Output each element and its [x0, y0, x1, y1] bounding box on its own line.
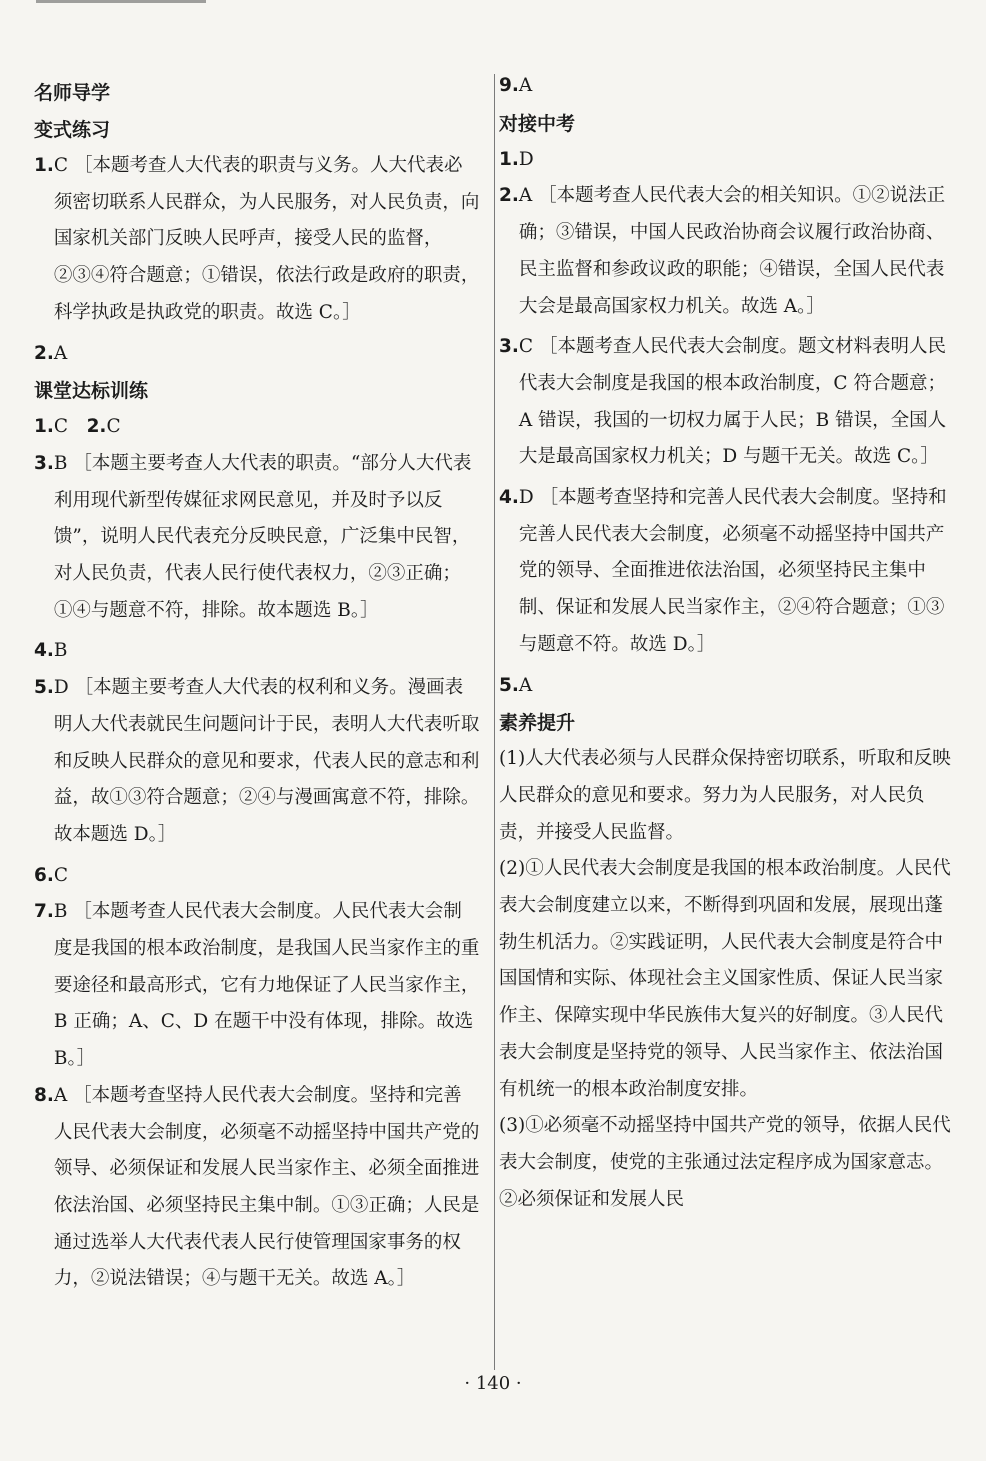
answer-number: 1.	[34, 155, 54, 176]
answer-text: D ［本题主要考查人大代表的权利和义务。漫画表明人大代表就民生问题问计于民，表明人大代表听取和反映人民群众的意见和要求，代表人民的意志和利益，故①③符合题意；②④与漫画寓意不符，排除。故本题选 D。］	[53, 677, 480, 845]
answer-number: 3.	[34, 452, 54, 474]
answer-text: A	[518, 674, 533, 696]
answer-item	[34, 1078, 480, 1298]
answer-number: 3.	[499, 336, 519, 358]
answer-number: 7.	[34, 901, 54, 923]
heading-ketang-dabiao: 课堂达标训练	[34, 380, 149, 403]
answer-item	[34, 633, 480, 670]
answer-item	[34, 148, 480, 332]
answer-text: B	[53, 640, 68, 662]
answer-text: C ［本题考查人大代表的职责与义务。人大代表必须密切联系人民群众，为人民服务，对人民负责，向国家机关部门反映人民呼声，接受人民的监督，②③④符合题意；①错误，依法行政是政府的职责，科学执政是执政党的职责。故选 C。］	[53, 155, 480, 323]
answer-text: C	[53, 416, 87, 438]
answer-text: A	[518, 75, 533, 96]
answer-text: C	[106, 416, 121, 438]
answer-text: D	[518, 148, 534, 170]
answer-item	[34, 336, 480, 373]
answer-item	[34, 670, 480, 854]
answer-number: 1.	[34, 416, 54, 438]
answer-number: 8.	[34, 1084, 54, 1106]
right-column	[494, 74, 951, 1370]
answer-item	[499, 480, 951, 664]
answer-number: 6.	[34, 864, 54, 886]
answer-paragraph: (3)①必须毫不动摇坚持中国共产党的领导，依据人民代表大会制度，使党的主张通过法定程序成为国家意志。②必须保证和发展人民	[499, 1115, 951, 1210]
answer-text: A ［本题考查人民代表大会的相关知识。①②说法正确；③错误，中国人民政治协商会议履行政治协商、民主监督和参政议政的职能；④错误，全国人民代表大会是最高国家权力机关。故选 A。］	[518, 185, 946, 317]
answer-text: C ［本题考查人民代表大会制度。题文材料表明人民代表大会制度是我国的根本政治制度，C 符合题意；A 错误，我国的一切权力属于人民；B 错误，全国人大是最高国家权力机关；D 与题干无关。故选 C。］	[518, 336, 947, 468]
answer-item	[499, 178, 951, 325]
answer-number: 4.	[34, 640, 54, 662]
answer-item	[499, 668, 951, 705]
answer-number: 1.	[499, 148, 519, 170]
answer-text: C	[53, 864, 69, 886]
answer-item	[34, 894, 480, 1078]
answer-text: B ［本题主要考查人大代表的职责。“部分人大代表利用现代新型传媒征求网民意见，并及时予以反馈”，说明人民代表充分反映民意，广泛集中民智，对人民负责，代表人民行使代表权力，②③正确；①④与题意不符，排除。故本题选 B。］	[53, 452, 472, 621]
answer-paragraph: (2)①人民代表大会制度是我国的根本政治制度。人民代表大会制度建立以来，不断得到巩固和发展，展现出蓬勃生机活力。②实践证明，人民代表大会制度是符合中国国情和实际、体现社会主义国家性质、保证人民当家作主、保障实现中华民族伟大复兴的好制度。③人民代表大会制度是坚持党的领导、人民当家作主、依法治国有机统一的根本政治制度安排。	[499, 858, 951, 1100]
answer-item	[34, 409, 480, 446]
top-edge-mark	[36, 0, 206, 11]
answer-item	[499, 329, 951, 476]
heading-duijie-zhongkao: 对接中考	[499, 112, 576, 135]
answer-item	[499, 142, 951, 179]
heading-bianshi-lianxi: 变式练习	[34, 119, 111, 141]
left-column	[34, 74, 480, 1298]
answer-item	[34, 858, 480, 895]
answer-text: A ［本题考查坚持人民代表大会制度。坚持和完善人民代表大会制度，必须毫不动摇坚持中国共产党的领导、必须保证和发展人民当家作主、必须全面推进依法治国、必须坚持民主集中制。①③正确；人民是通过选举人大代表代表人民行使管理国家事务的权力，②说法错误；④与题干无关。故选 A。］	[53, 1084, 480, 1290]
answer-number: 4.	[499, 487, 519, 509]
answer-number: 2.	[34, 342, 54, 364]
heading-suyang-tisheng: 素养提升	[499, 712, 576, 735]
answer-text: A	[53, 342, 68, 364]
answer-number: 2.	[499, 185, 519, 207]
answer-paragraph: (1)人大代表必须与人民群众保持密切联系，听取和反映人民群众的意见和要求。努力为人民服务，对人民负责，并接受人民监督。	[499, 748, 951, 843]
page-number: · 140 ·	[464, 1373, 522, 1394]
answer-item	[499, 68, 951, 105]
answer-item	[34, 446, 480, 630]
answer-number: 5.	[499, 674, 519, 696]
answer-number: 9.	[499, 75, 519, 96]
heading-mingshi-daoxue: 名师导学	[34, 82, 111, 104]
answer-text: B ［本题考查人民代表大会制度。人民代表大会制度是我国的根本政治制度，是我国人民当家作主的重要途径和最高形式，它有力地保证了人民当家作主，B 正确；A、C、D 在题干中没有体现，排除。故选 B。］	[53, 901, 480, 1070]
answer-number: 5.	[34, 677, 54, 699]
answer-number: 2.	[86, 416, 107, 438]
answer-text: D ［本题考查坚持和完善人民代表大会制度。坚持和完善人民代表大会制度，必须毫不动摇坚持中国共产党的领导、全面推进依法治国，必须坚持民主集中制、保证和发展人民当家作主，②④符合题意；①③与题意不符。故选 D。］	[518, 487, 947, 655]
